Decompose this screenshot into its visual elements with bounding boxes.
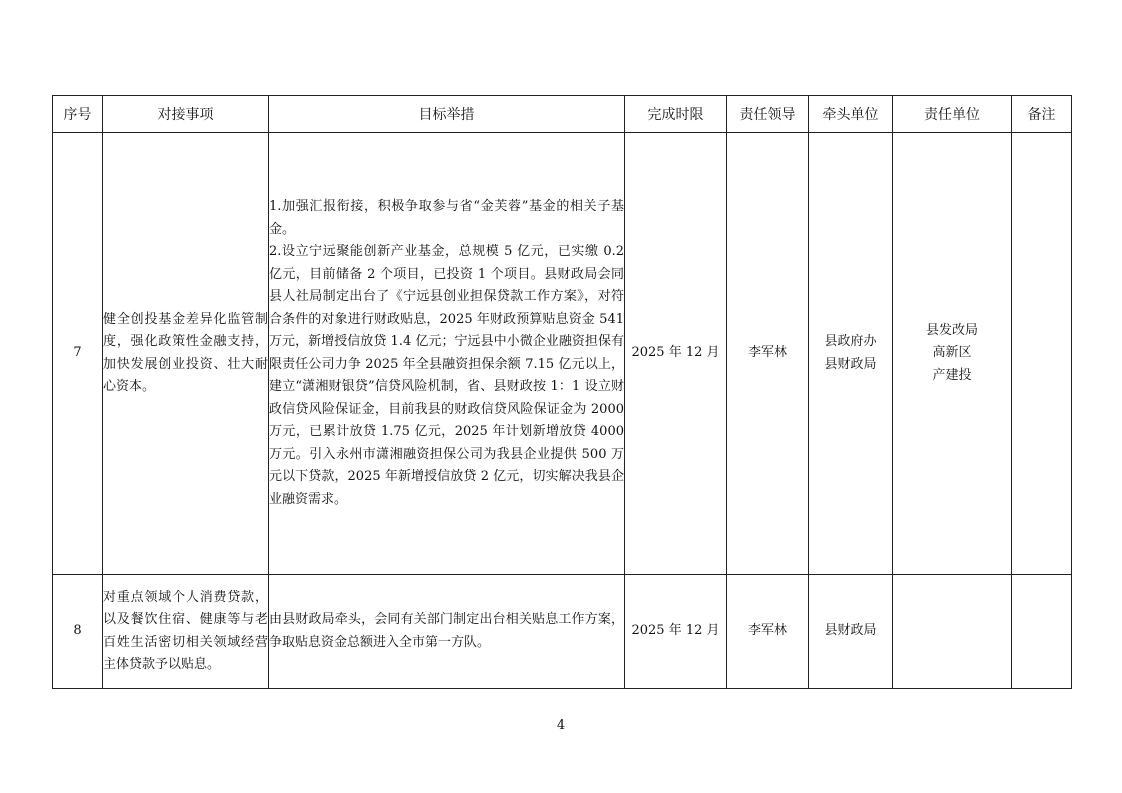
header-remark: 备注: [1012, 96, 1072, 133]
measure-text: 1.加强汇报衔接，积极争取参与省“金芙蓉”基金的相关子基金。: [269, 199, 624, 237]
row-item: 对重点领域个人消费贷款，以及餐饮住宿、健康等与老百姓生活密切相关领域经营主体贷款予以贴息。: [103, 575, 269, 689]
row-measures: [269, 575, 625, 689]
row-deadline: 2025 年 12 月: [625, 133, 727, 575]
row-leader: 李军林: [727, 133, 809, 575]
task-table: [52, 95, 1072, 689]
measure-text: 由县财政局牵头，会同有关部门制定出台相关贴息工作方案，争取贴息资金总额进入全市第一方队。: [269, 612, 624, 650]
row-lead-units: [809, 575, 893, 689]
header-resp-unit: 责任单位: [893, 96, 1012, 133]
row-item: 健全创投基金差异化监管制度，强化政策性金融支持，加快发展创业投资、壮大耐心资本。: [103, 133, 269, 575]
header-item: 对接事项: [103, 96, 269, 133]
row-resp-units: [893, 575, 1012, 689]
header-no: 序号: [53, 96, 103, 133]
resp-unit: 产建投: [932, 367, 972, 383]
header-deadline: 完成时限: [625, 96, 727, 133]
row-remark: [1012, 575, 1072, 689]
row-number: 7: [53, 133, 103, 575]
header-row: [53, 96, 1072, 133]
row-lead-units: [809, 133, 893, 575]
lead-unit: 县财政局: [824, 623, 877, 639]
row-deadline: 2025 年 12 月: [625, 575, 727, 689]
resp-unit: 县发改局: [925, 322, 978, 338]
lead-unit: 县政府办: [824, 334, 877, 349]
row-measures: [269, 133, 625, 575]
row-number: 8: [53, 575, 103, 689]
resp-unit: 高新区: [932, 345, 972, 361]
row-leader: 李军林: [727, 575, 809, 689]
row-resp-units: [893, 133, 1012, 575]
header-lead-unit: 牵头单位: [809, 96, 893, 133]
page-number: 4: [556, 718, 566, 733]
row-remark: [1012, 133, 1072, 575]
lead-unit: 县财政局: [824, 356, 877, 372]
table-row: [53, 133, 1072, 575]
measure-text: 2.设立宁远聚能创新产业基金，总规模 5 亿元，已实缴 0.2 亿元，目前储备 2 个项目，已投资 1 个项目。县财政局会同县人社局制定出台了《宁远县创业担保贷款工作方案》，对符合条件的对象进行财政贴息，2025 年财政预算贴息资金 541 万元，新增授信放贷 1.4 亿元；宁远县中小微企业融资担保有限责任公司力争 2025 年全县融资担保余额 7.15 亿元以上，建立“潇湘财银贷”信贷风险机制，省、县财政按 1：1 设立财政信贷风险保证金，目前我县的财政信贷风险保证金为 2000 万元，已累计放贷 1.75 亿元，2025 年计划新增放贷 4000 万元。引入永州市潇湘融资担保公司为我县企业提供 500 万元以下贷款，2025 年新增授信放贷 2 亿元，切实解决我县企业融资需求。: [269, 244, 624, 507]
header-measures: 目标举措: [269, 96, 625, 133]
table-row: [53, 575, 1072, 689]
header-leader: 责任领导: [727, 96, 809, 133]
